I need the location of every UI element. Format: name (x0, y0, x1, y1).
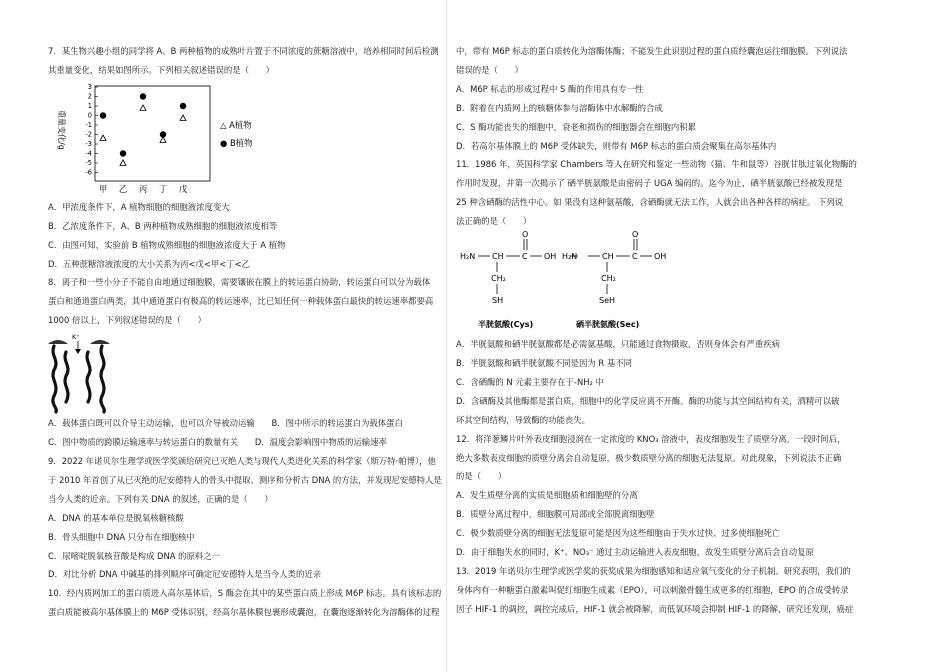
q7-ytick: 0 (87, 111, 92, 120)
q8-stem-line-3: 1000 倍以上，下列叙述错误的是（ ） (48, 315, 206, 326)
q12-stem-line-1: 12．将洋葱鳞片叶外表皮细胞浸润在一定浓度的 KNO₃ 溶液中，表皮细胞发生了质壁分离，一段时间后， (456, 433, 846, 444)
sec-h: H₂N (562, 252, 578, 262)
q7-stem-line-2: 其重量变化，结果如图所示。下列相关叙述错误的是（ ） (48, 64, 275, 75)
q12-option-b: B．质壁分离过程中，细胞膜可局部或全部脱离细胞壁 (456, 509, 655, 520)
q8-stem-line-1: 8．离子和一些小分子不能自由地通过细胞膜，需要镶嵌在膜上的转运蛋白协助，转运蛋白可以分为载体 (48, 277, 431, 288)
q7-xtick: 丁 (158, 183, 168, 194)
cys-structure (460, 231, 556, 329)
q11-option-d-cont: 坏其空间结构，导致酶的功能丧失。 (456, 414, 590, 425)
q7-ytick: -1 (85, 120, 92, 129)
q10-cont-line-2: 错误的是（ ） (456, 64, 523, 75)
q7-option-b: B．乙浓度条件下，A、B 两种植物成熟细胞的细胞液浓度相等 (48, 220, 278, 231)
q7-chart (48, 80, 448, 198)
q10-cont-line-1: 中，带有 M6P 标志的蛋白质转化为溶酶体酶；不能发生此识别过程的蛋白质经囊泡运往细胞膜。下列说法 (456, 46, 848, 56)
left-column (48, 42, 448, 622)
cys-c: C (522, 252, 528, 262)
q11-option-c: C．含硒酶的 N 元素主要存在于-NH₂ 中 (456, 376, 604, 387)
q7-xtick: 丙 (138, 183, 148, 194)
q7-point-a-ding (160, 137, 166, 143)
q10-option-b: B．附着在内质网上的核糖体参与溶酶体中水解酶的合成 (456, 102, 663, 113)
cys-sh: SH (492, 296, 504, 306)
q11-stem-line-1: 11．1986 年，英国科学家 Chambers 等人在研究和鉴定一些动物（猫、牛和鼠等）谷胱甘肽过氧化物酶的 (456, 159, 857, 170)
q7-point-b-jia (100, 112, 106, 118)
q8-stem-line-2: 蛋白和通道蛋白两类，其中通道蛋白有极高的转运速率，比已知任何一种载体蛋白最快的转运速率都要高 (48, 296, 434, 307)
q7-xtick: 戊 (178, 183, 188, 194)
cys-oh: OH (544, 252, 557, 262)
q8-option-ab: A．载体蛋白既可以介导主动运输，也可以介导被动运输 B．图中所示的转运蛋白为载体蛋白 (48, 418, 403, 429)
sec-structure (562, 231, 666, 329)
q11-structures-svg (456, 231, 716, 335)
q7-ytick: -2 (85, 130, 92, 139)
q7-point-b-wu (180, 103, 186, 109)
q9-stem-line-3: 当今人类的近亲。下列有关 DNA 的叙述，正确的是（ ） (48, 493, 273, 504)
sec-c: C (632, 252, 638, 262)
q7-point-a-yi (120, 160, 126, 166)
q7-ytick: 2 (87, 92, 92, 101)
q7-point-b-yi (120, 150, 126, 156)
q7-chart-yticks (85, 83, 92, 177)
cys-h2n: H₂N (460, 252, 476, 262)
q9-option-c: C．尿嘧啶脱氧核苷酸是构成 DNA 的原料之一 (48, 550, 220, 561)
q7-stem-line-1: 7．某生物兴趣小组的同学将 A、B 两种植物的成熟叶片置于不同浓度的蔗糖溶液中，培养相同时间后检测 (48, 46, 439, 56)
q9-option-b: B．骨头细胞中 DNA 只分布在细胞核中 (48, 531, 195, 542)
q7-point-b-ding (160, 131, 166, 137)
q11-amino-acid-structures (456, 231, 858, 335)
sec-o: O (632, 231, 639, 240)
q9-stem-line-2: 于 2010 年首创了从已灭绝的尼安德特人的骨头中提取、测序和分析古 DNA 的方法，并发现尼安德特人是 (48, 474, 442, 485)
q7-option-a: A．甲浓度条件下，A 植物细胞的细胞液浓度变大 (48, 201, 230, 212)
q7-point-a-bing (140, 105, 146, 111)
q13-stem-line-1: 13．2019 年诺贝尔生理学或医学奖的获奖成果为细胞感知和适应氧气变化的分子机制。研究表明，我们的 (456, 565, 851, 576)
q11-option-a: A．半胱氨酸和硒半胱氨酸都是必需氨基酸，只能通过食物摄取，否则身体会有严重疾病 (456, 339, 780, 350)
q7-point-a-wu (180, 115, 186, 121)
q7-chart-svg (48, 80, 298, 198)
q10-stem-line-1: 10．经内质网加工的蛋白质进入高尔基体后，S 酶会在其中的某些蛋白质上形成 M6P 标志。具有该标志的 (48, 588, 442, 599)
q7-xtick: 乙 (118, 183, 128, 194)
q12-option-d: D．由于细胞失水的同时，K⁺、NO₃⁻ 通过主动运输进入表皮细胞，故发生质壁分离后会自动复原 (456, 547, 814, 558)
q8-option-cd: C．图中物质的跨膜运输速率与转运蛋白的数量有关 D．温度会影响图中物质的运输速率 (48, 437, 387, 448)
cys-o: O (522, 231, 529, 240)
q13-stem-line-2: 身体内有一种糖蛋白激素叫促红细胞生成素（EPO），可以刺激骨髓生成更多的红细胞，EPO 的合成受转录 (456, 584, 849, 595)
q11-stem-line-2: 作用时发现，并第一次揭示了 硒半胱氨酸是由密码子 UGA 编码的。迄今为止，硒半胱氨酸已经被发现是 (456, 178, 843, 189)
q11-option-b: B．半胱氨酸和硒半胱氨酸不同是因为 R 基不同 (456, 357, 633, 368)
q9-stem-line-1: 9．2022 年诺贝尔生理学或医学奖颁给研究已灭绝人类与现代人类进化关系的科学家（斯万特·帕博），他 (48, 455, 436, 466)
q7-ytick: -3 (85, 139, 92, 148)
q11-stem-line-3: 25 种含硒酶的活性中心。如 果没有这种氨基酸，含硒酶就无法工作，人就会出各种各样的病症。 下列说 (456, 197, 844, 208)
cys-ch: CH (492, 252, 504, 262)
q7-chart-tick-marks (95, 87, 98, 173)
right-column (456, 42, 858, 619)
q7-series-a (100, 105, 186, 166)
sec-ch2: CH₂ (601, 274, 616, 284)
q7-legend-b: ● B植物 (220, 137, 253, 148)
q7-chart-xticks (99, 184, 188, 194)
q13-stem-line-3: 因子 HIF-1 的调控，调控完成后，HIF-1 就会被降解，而低氧环境会抑制 HIF-1 的降解，研究还发现，癌症 (456, 603, 854, 614)
q12-stem-line-3: 的是（ ） (456, 471, 507, 482)
q7-ytick: 1 (87, 101, 92, 110)
q11-option-d: D．含硒酶及其他酶都是蛋白质，细胞中的化学反应离不开酶。酶的功能与其空间结构有关，酒精可以破 (456, 395, 840, 406)
q12-option-c: C．极少数质壁分离的细胞无法复原可能是因为这些细胞由于失水过快、过多使细胞死亡 (456, 528, 781, 539)
q7-option-c: C．由图可知，实验前 B 植物成熟细胞的细胞液浓度大于 A 植物 (48, 239, 286, 250)
sec-ch: CH (602, 252, 614, 262)
q7-chart-frame (95, 86, 210, 181)
q7-point-b-bing (140, 93, 146, 99)
q9-option-a: A．DNA 的基本单位是脱氧核糖核酸 (48, 512, 184, 523)
q12-stem-line-2: 绝大多数表皮细胞的质壁分离会自动复原，极少数质壁分离的细胞无法复原。对此现象，下列说法不正确 (456, 452, 842, 463)
q7-chart-ylabel: 重量变化/g (57, 109, 66, 150)
q12-option-a: A．发生质壁分离的实质是细胞质和细胞壁的分离 (456, 490, 638, 501)
q10-option-c: C．S 酶功能丧失的细胞中，衰老和损伤的细胞器会在细胞内积累 (456, 121, 696, 132)
q10-stem-line-2: 蛋白质能被高尔基体膜上的 M6P 受体识别，经高尔基体膜包裹形成囊泡，在囊泡逐渐转化为溶酶体的过程 (48, 607, 440, 618)
q8-ion-label: K⁺ (72, 333, 80, 342)
q10-option-a: A．M6P 标志的形成过程中 S 酶的作用具有专一性 (456, 83, 644, 94)
q9-option-d: D．对比分析 DNA 中碱基的排列顺序可确定尼安德特人是当今人类的近亲 (48, 569, 322, 580)
sec-oh: OH (654, 252, 667, 262)
q7-ytick: 3 (87, 82, 92, 91)
q8-channel-svg (48, 330, 128, 414)
q10-option-d: D．若高尔基体膜上的 M6P 受体缺失，则带有 M6P 标志的蛋白质会聚集在高尔基体内 (456, 140, 777, 151)
cys-label: 半胱氨酸(Cys) (478, 320, 534, 330)
q11-stem-line-4: 法正确的是（ ） (456, 216, 532, 227)
q7-point-a-jia (100, 135, 106, 141)
q7-option-d: D．五种蔗糖溶液浓度的大小关系为丙<戊<甲<丁<乙 (48, 258, 251, 269)
q7-legend-a: △ A植物 (220, 119, 252, 130)
q7-series-b (100, 93, 186, 156)
cys-ch2: CH₂ (491, 274, 506, 284)
sec-seh: SeH (599, 296, 616, 306)
q7-ytick: -5 (85, 158, 92, 167)
q7-ytick: -6 (85, 168, 92, 177)
q7-ytick: -4 (85, 149, 92, 158)
q8-channel-figure (48, 330, 448, 414)
q7-xtick: 甲 (98, 183, 108, 194)
sec-label: 硒半胱氨酸(Sec) (576, 320, 640, 330)
